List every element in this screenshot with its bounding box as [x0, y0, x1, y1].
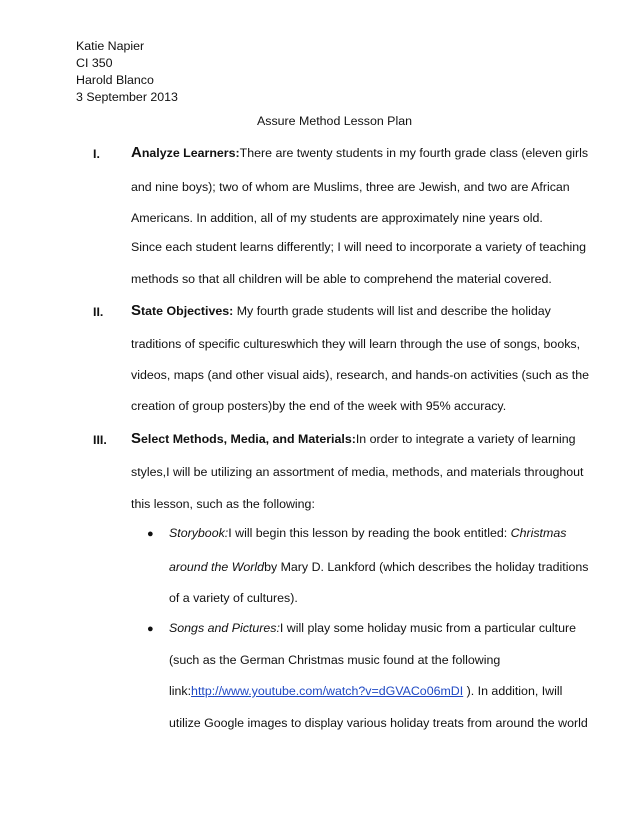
bullet-1-book-title-b: around the World	[169, 560, 265, 574]
document-header	[76, 38, 178, 106]
bullet-1-line-3: of a variety of cultures).	[169, 591, 298, 605]
bullet-1-book-title-a: Christmas	[510, 526, 567, 540]
section-2-line-3: videos, maps (and other visual aids), research, and hands-on activities (such as the	[131, 368, 589, 382]
author-name: Katie Napier	[76, 39, 145, 53]
section-2-line-2: traditions of specific cultureswhich they will learn through the use of songs, books,	[131, 337, 581, 351]
page-title: Assure Method Lesson Plan	[257, 114, 412, 128]
bullet-2-line-3	[169, 684, 562, 698]
bullet-2-link-suffix: ). In addition, Iwill	[463, 684, 563, 698]
section-3-text: In order to integrate a variety of learning	[355, 432, 576, 446]
section-1-numeral: I.	[93, 147, 100, 161]
section-3-line-2: styles,I will be utilizing an assortment of media, methods, and materials throughout	[131, 465, 584, 479]
instructor-name: Harold Blanco	[76, 73, 154, 87]
section-1-line-3: Americans. In addition, all of my students are approximately nine years old.	[131, 211, 543, 225]
bullet-1-line-2	[169, 560, 588, 574]
bullet-1-label: Storybook:	[169, 526, 229, 540]
section-1-heading: nalyze Learners:	[141, 146, 240, 160]
section-1-line-5: methods so that all children will be able to comprehend the material covered.	[131, 272, 552, 286]
bullet-2-line-4: utilize Google images to display various holiday treats from around the world	[169, 716, 588, 730]
section-2-text: My fourth grade students will list and describe the holiday	[233, 304, 551, 318]
section-3-line-3: this lesson, such as the following:	[131, 497, 315, 511]
bullet-2-text: I will play some holiday music from a particular culture	[279, 621, 577, 635]
section-3-line-1	[131, 430, 576, 447]
document-date: 3 September 2013	[76, 90, 178, 104]
section-1-line-1	[131, 144, 588, 161]
bullet-2-line-1	[169, 621, 576, 635]
section-1-line-4: Since each student learns differently; I will need to incorporate a variety of teaching	[131, 240, 587, 254]
section-2-line-1	[131, 302, 551, 319]
bullet-dot-icon: ●	[147, 623, 154, 635]
bullet-2-link-prefix: link:	[169, 684, 192, 698]
bullet-2-label: Songs and Pictures:	[169, 621, 280, 635]
section-3-numeral: III.	[93, 433, 107, 447]
section-1-initial: A	[131, 144, 142, 161]
section-2-line-4: creation of group posters)by the end of the week with 95% accuracy.	[131, 399, 507, 413]
section-1-text: There are twenty students in my fourth grade class (eleven girls	[239, 146, 589, 160]
course-code: CI 350	[76, 56, 113, 70]
bullet-1-text-2: by Mary D. Lankford (which describes the holiday traditions	[264, 560, 589, 574]
section-3-initial: S	[131, 430, 142, 447]
section-2-heading: tate Objectives:	[141, 304, 234, 318]
section-3-heading: elect Methods, Media, and Materials:	[141, 432, 356, 446]
section-2-initial: S	[131, 302, 142, 319]
section-2-numeral: II.	[93, 305, 104, 319]
bullet-1-line-1	[169, 526, 566, 540]
section-1-line-2: and nine boys); two of whom are Muslims, three are Jewish, and two are African	[131, 180, 570, 194]
bullet-dot-icon: ●	[147, 528, 154, 540]
bullet-2-line-2: (such as the German Christmas music found at the following	[169, 653, 501, 667]
youtube-link[interactable]: http://www.youtube.com/watch?v=dGVACo06mDI	[191, 684, 464, 698]
bullet-1-text: I will begin this lesson by reading the book entitled:	[228, 526, 511, 540]
